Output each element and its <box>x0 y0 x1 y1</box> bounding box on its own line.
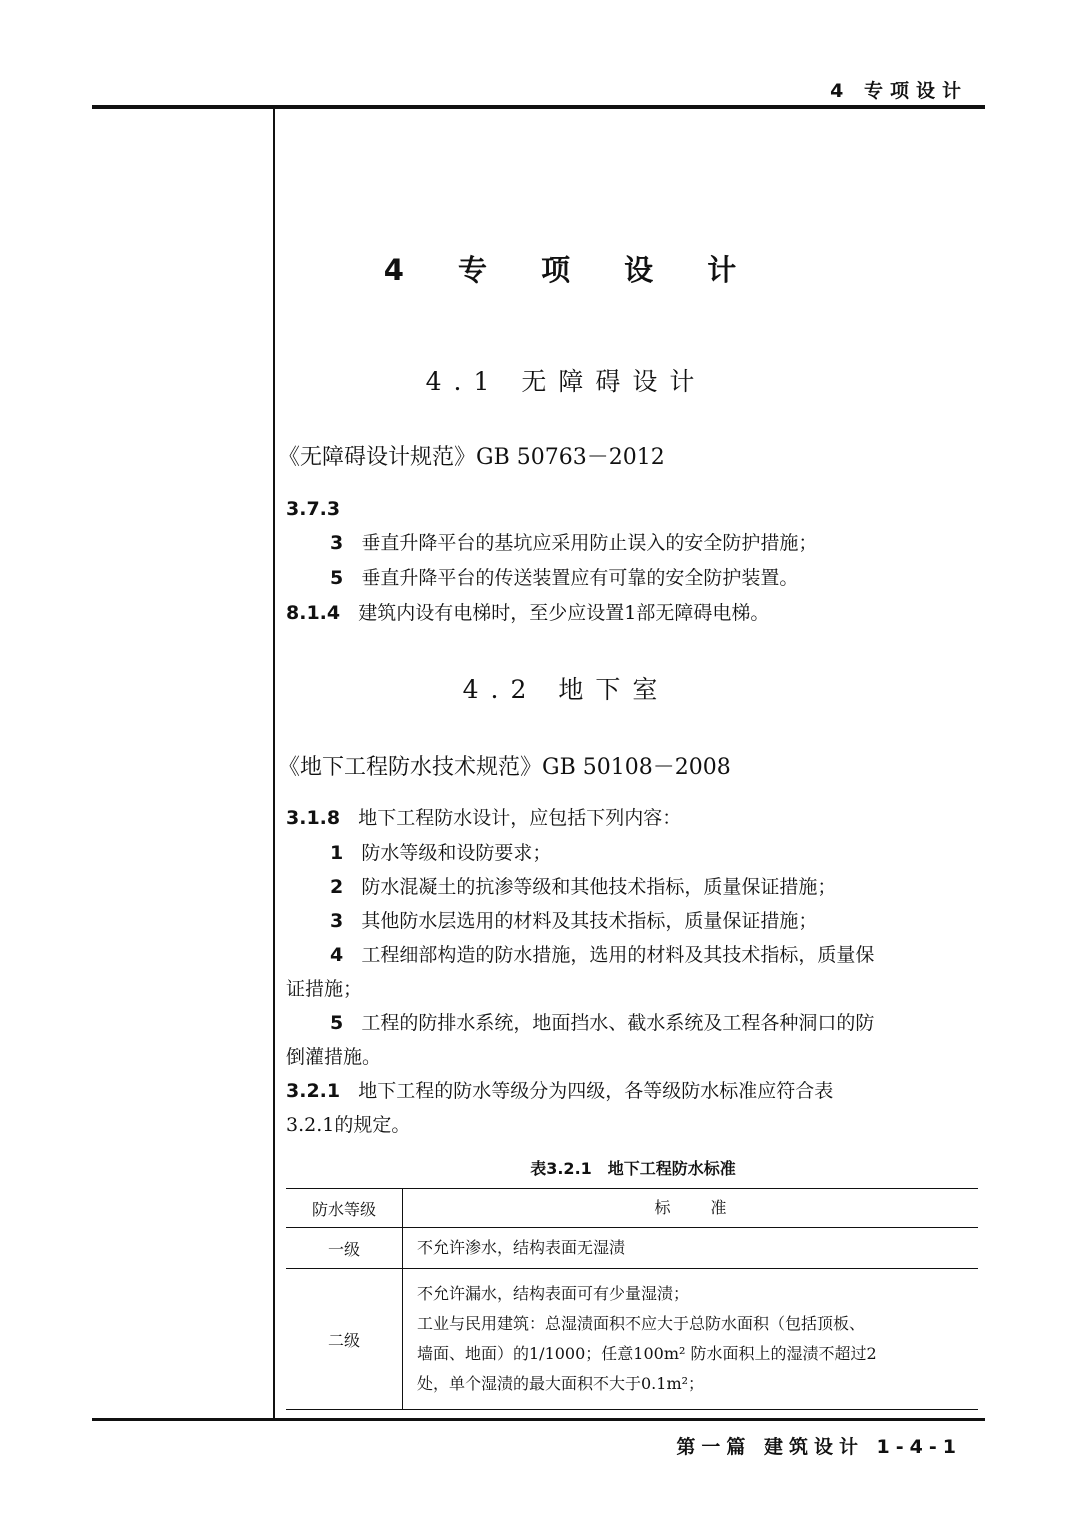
clause: 3.1.8 地下工程防水设计，应包括下列内容： <box>286 807 682 829</box>
table-row <box>286 1228 978 1269</box>
page-content <box>278 0 980 1410</box>
table-caption: 表3.2.1 地下工程防水标准 <box>530 1159 736 1178</box>
table-cell-grade: 二级 <box>286 1269 403 1410</box>
table-header-grade: 防水等级 <box>286 1189 403 1228</box>
clause-item: 1 防水等级和设防要求； <box>330 842 552 864</box>
clause-item-continuation: 证措施； <box>286 978 363 1000</box>
running-header: 4 专项设计 <box>830 80 968 102</box>
standard-reference-1: 《无障碍设计规范》GB 50763－2012 <box>278 445 665 470</box>
table-header-standard: 标准 <box>403 1189 979 1228</box>
clause-continuation: 3.2.1的规定。 <box>286 1114 411 1136</box>
clause-item: 4 工程细部构造的防水措施，选用的材料及其技术指标，质量保 <box>330 944 875 966</box>
page-footer: 第一篇 建筑设计 1-4-1 <box>676 1436 962 1458</box>
table-cell-line: 墙面、地面）的1/1000；任意100m² 防水面积上的湿渍不超过2 <box>417 1344 877 1363</box>
table-header-row <box>286 1189 978 1228</box>
section-title-4-1: 4.1 无障碍设计 <box>425 367 707 396</box>
table-cell-grade: 一级 <box>286 1228 403 1269</box>
footer-rule <box>92 1418 985 1421</box>
table-cell-standard: 不允许渗水，结构表面无湿渍 <box>403 1228 979 1269</box>
table-cell-line: 不允许漏水，结构表面可有少量湿渍； <box>417 1284 690 1303</box>
table-cell-line: 工业与民用建筑：总湿渍面积不应大于总防水面积（包括顶板、 <box>417 1314 866 1333</box>
clause: 8.1.4 建筑内设有电梯时，至少应设置1部无障碍电梯。 <box>286 602 770 624</box>
margin-rule <box>273 108 275 1421</box>
clause: 3.2.1 地下工程的防水等级分为四级，各等级防水标准应符合表 <box>286 1080 834 1102</box>
waterproof-standard-table <box>286 1188 978 1410</box>
clause-item: 3 垂直升降平台的基坑应采用防止误入的安全防护措施； <box>330 532 818 554</box>
clause-item-continuation: 倒灌措施。 <box>286 1046 382 1068</box>
section-title-4-2: 4.2 地下室 <box>462 675 670 704</box>
clause-number: 3.7.3 <box>286 498 341 520</box>
table-row <box>286 1269 978 1410</box>
table-cell-standard <box>403 1269 979 1410</box>
standard-reference-2: 《地下工程防水技术规范》GB 50108－2008 <box>278 755 731 780</box>
clause-item: 3 其他防水层选用的材料及其技术指标，质量保证措施； <box>330 910 818 932</box>
clause-item: 2 防水混凝土的抗渗等级和其他技术指标，质量保证措施； <box>330 876 837 898</box>
clause-item: 5 工程的防排水系统，地面挡水、截水系统及工程各种洞口的防 <box>330 1012 875 1034</box>
chapter-title: 4 专 项 设 计 <box>383 253 749 287</box>
clause-item: 5 垂直升降平台的传送装置应有可靠的安全防护装置。 <box>330 567 799 589</box>
table-cell-line: 处，单个湿渍的最大面积不大于0.1m²； <box>417 1374 705 1393</box>
